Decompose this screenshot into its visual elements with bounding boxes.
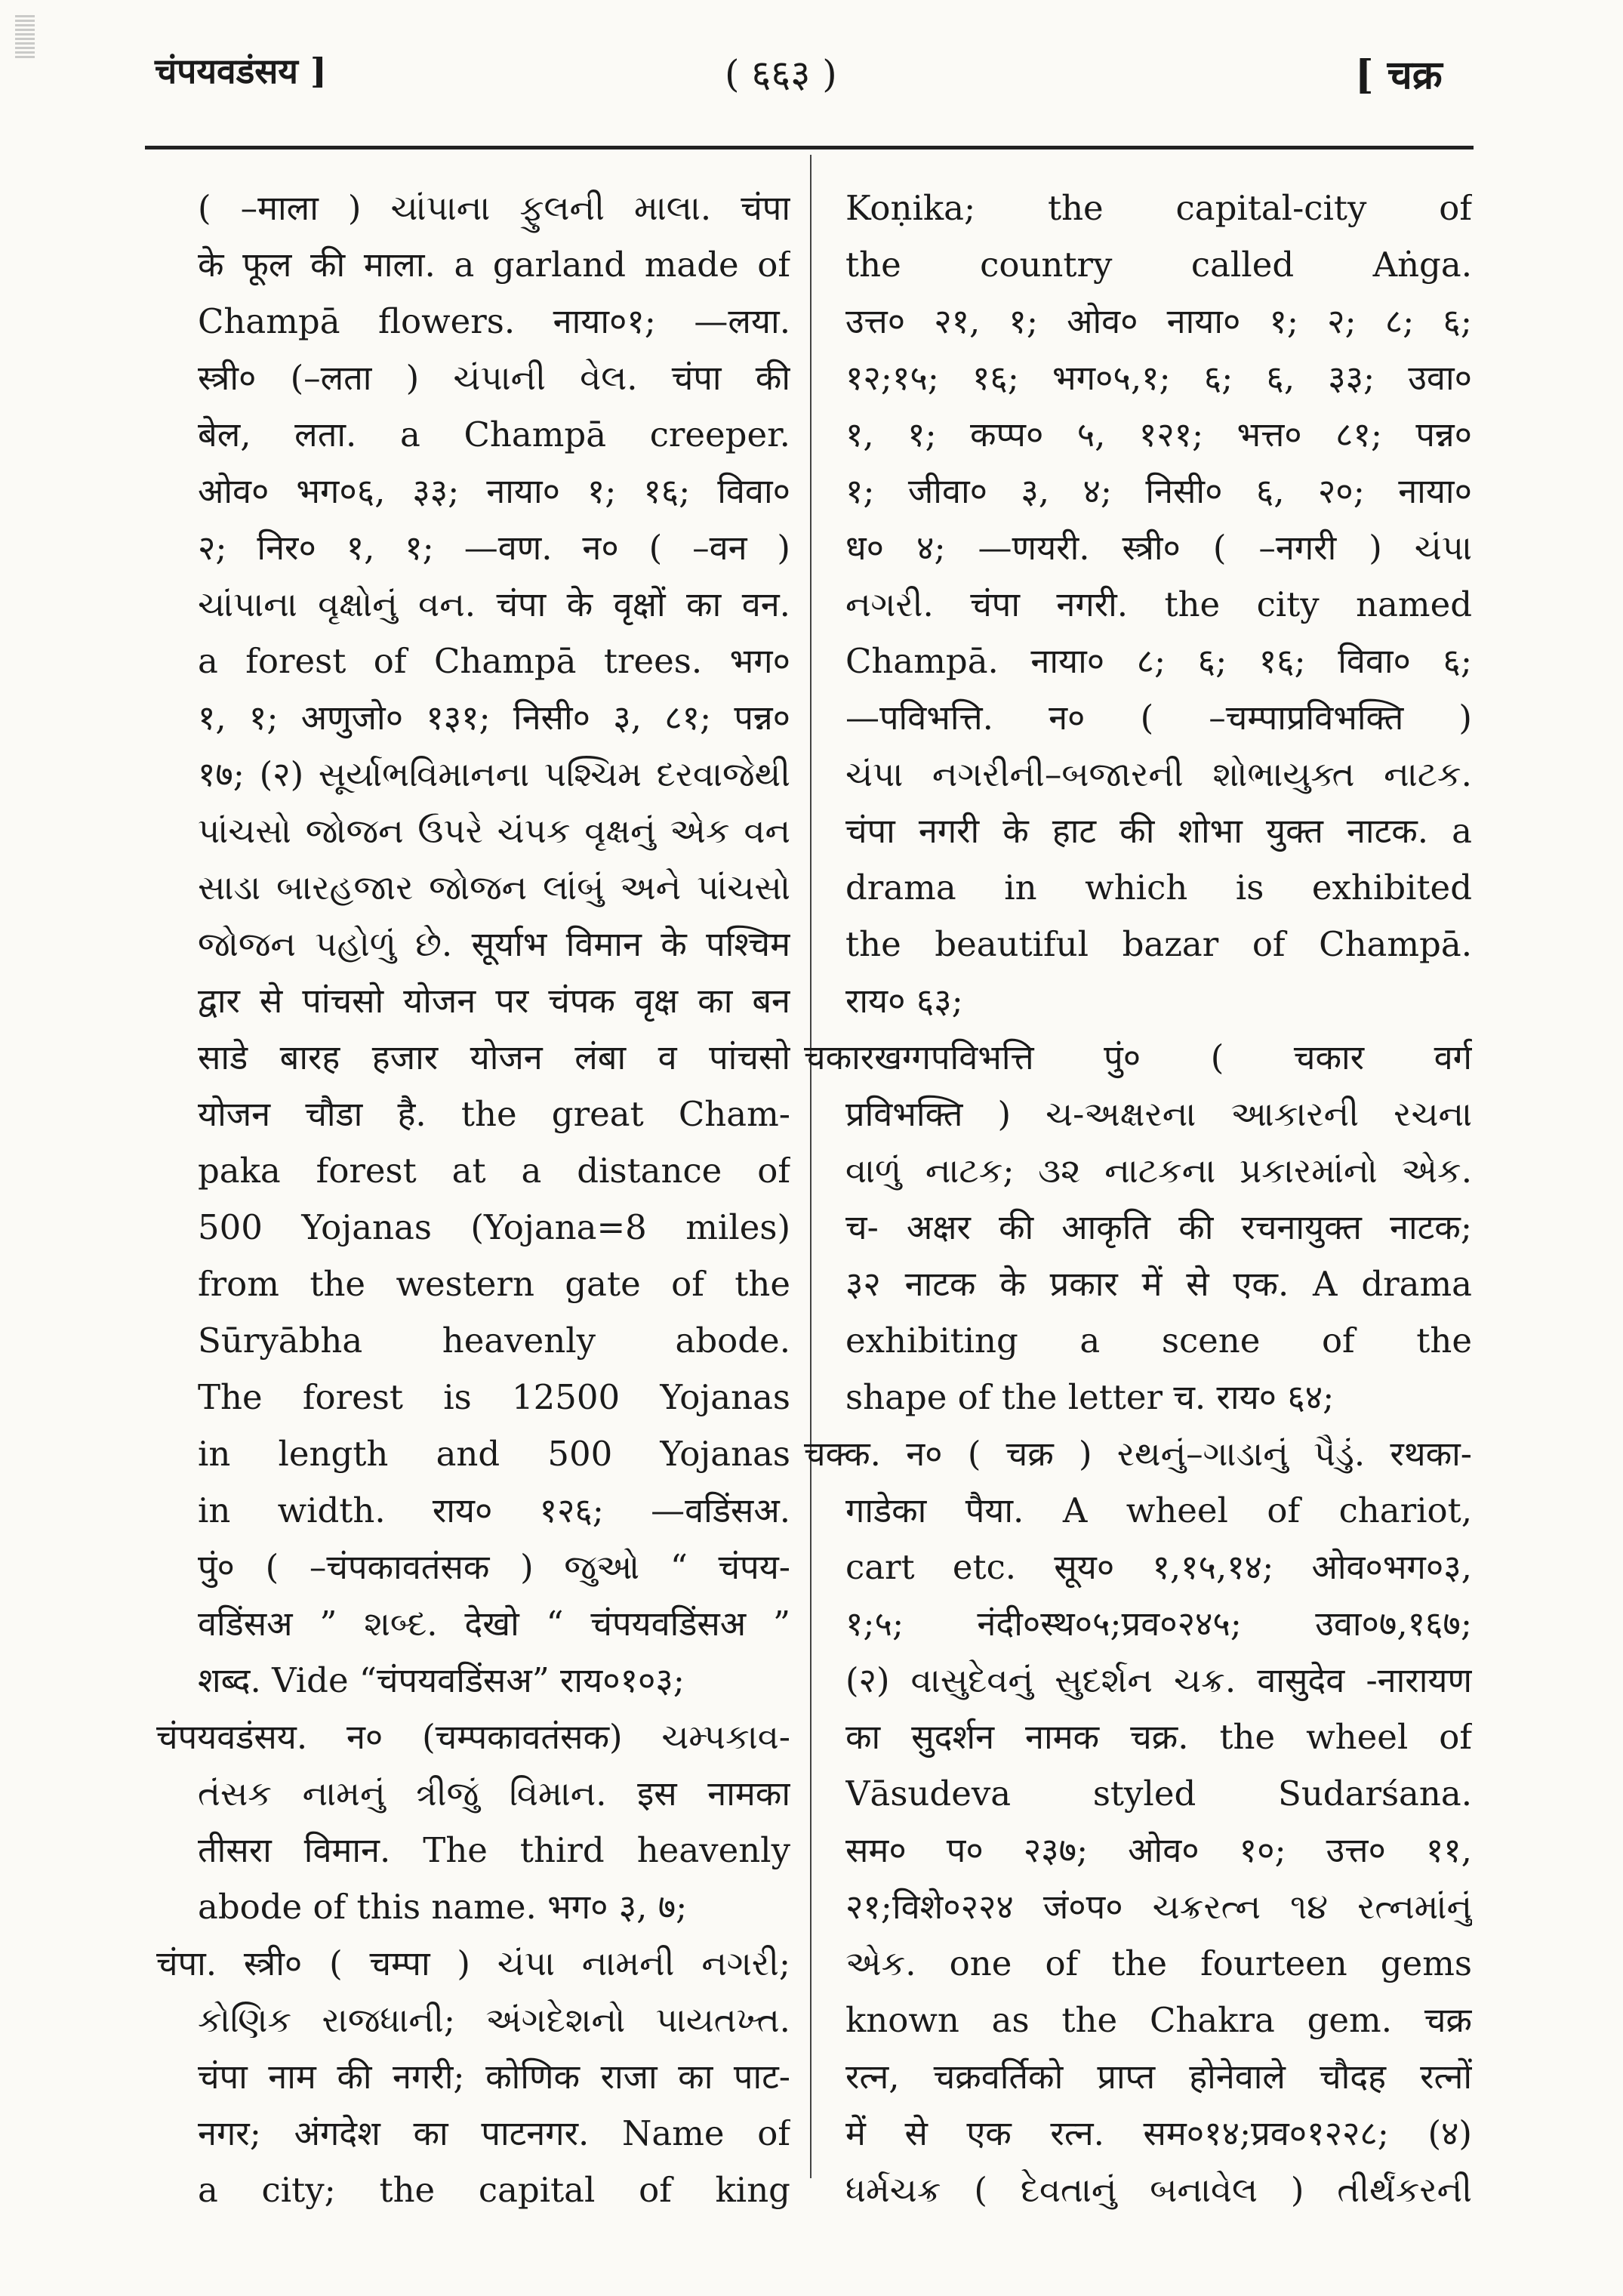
- text-line: प्रविभक्ति ) ચ-અક્ષરના આકારની રચના: [845, 1094, 1472, 1134]
- text-line: in width. राय० १२६; —वडिंसअ.: [198, 1490, 790, 1530]
- text-line: 500 Yojanas (Yojana=8 miles): [198, 1207, 790, 1247]
- text-line: १;५; नंदी०स्थ०५;प्रव०२४५; उवा०७,१६७;: [845, 1604, 1472, 1644]
- text-line: cart etc. सूय० १,१५,१४; ओव०भग०३,: [845, 1547, 1472, 1587]
- text-line: १७; (२) સૂર્યાભવિમાનના પશ્ચિમ દરવાજેથી: [198, 754, 790, 794]
- text-line: का सुदर्शन नामक चक्र. the wheel of: [845, 1717, 1472, 1757]
- text-line: वडिंसअ ” શબ્દ. देखो “ चंपयवडिंसअ ”: [198, 1604, 790, 1644]
- text-line: જોજન પહોળું છે. सूर्याभ विमान के पश्चिम: [198, 924, 790, 964]
- text-line: चंपा नाम की नगरी; कोणिक राजा का पाट-: [198, 2057, 790, 2097]
- text-line: Champā flowers. नाया०१; —लया.: [198, 301, 790, 341]
- text-line: —पविभत्ति. न० ( –चम्पाप्रविभक्ति ): [845, 698, 1472, 738]
- text-line: २१;विशे०२२४ जं०प० ચક્રરત્ન ૧૪ રત્નમાંનું: [845, 1887, 1472, 1927]
- header-right-keyword: [ चक्र: [1355, 52, 1443, 98]
- text-line: रत्न, चक्रवर्तिको प्राप्त होनेवाले चौदह रत्नों: [845, 2057, 1472, 2097]
- text-line: शब्द. Vide “चंपयवडिंसअ” राय०१०३;: [198, 1660, 685, 1700]
- page-number: ( ६६३ ): [725, 52, 837, 96]
- text-line: કોણિક રાજધાની; અંગદેશનો પાયતખ્ત.: [198, 2000, 790, 2040]
- text-line: ३२ नाटक के प्रकार में से एक. A drama: [845, 1264, 1472, 1304]
- text-line: paka forest at a distance of: [198, 1151, 790, 1191]
- text-line: in length and 500 Yojanas: [198, 1434, 790, 1474]
- text-line: नगर; अंगदेश का पाटनगर. Name of: [198, 2113, 790, 2153]
- text-line: के फूल की माला. a garland made of: [198, 245, 790, 285]
- text-line: (२) વાસુદેવનું સુદર્શન ચક્ર. वासुदेव -नारायण: [845, 1660, 1472, 1700]
- text-line: राय० ६३;: [845, 981, 963, 1021]
- text-line: चंपा. स्त्री० ( चम्पा ) ચંપા નામની નગરી;: [156, 1943, 790, 1983]
- text-line: चंपा नगरी के हाट की शोभा युक्त नाटक. a: [845, 811, 1472, 851]
- right-column: [804, 180, 1472, 2218]
- text-line: स्त्री० (–लता ) ચંપાની વેલ. चंपा की: [198, 358, 790, 398]
- text-line: ध० ४; —णयरी. स्त्री० ( –नगरी ) ચંપા: [845, 528, 1472, 568]
- text-line: उत्त० २१, १; ओव० नाया० १; २; ८; ६;: [845, 301, 1472, 341]
- text-line: સાડા બારહજાર જોજન લાંબું અને પાંચસો: [198, 868, 790, 908]
- column-divider: [810, 155, 812, 2178]
- text-line: योजन चौडा है. the great Cham-: [198, 1094, 790, 1134]
- left-column: [156, 180, 790, 2218]
- text-line: चकारखग्गपविभत्ति पुं० ( चकार वर्ग: [804, 1037, 1472, 1077]
- text-line: Champā. नाया० ८; ६; १६; विवा० ६;: [845, 641, 1472, 681]
- text-line: Vāsudeva styled Sudarśana.: [845, 1774, 1472, 1814]
- text-line: તંસક નામનું ત્રીજું વિમાન. इस नामका: [198, 1774, 790, 1814]
- text-line: ओव० भग०६, ३३; नाया० १; १६; विवा०: [198, 471, 790, 511]
- text-line: drama in which is exhibited: [845, 868, 1472, 908]
- text-line: નગરી. चंपा नगरी. the city named: [845, 584, 1472, 624]
- text-line: exhibiting a scene of the: [845, 1321, 1472, 1361]
- text-line: ધર્મચક્ર ( દેવતાનું બનાવેલ ) તીર્થંકરની: [845, 2170, 1472, 2210]
- text-line: पुं० ( –चंपकावतंसक ) જુઓ “ चंपय-: [198, 1547, 790, 1587]
- text-line: shape of the letter च. राय० ६४;: [845, 1377, 1335, 1417]
- text-line: a city; the capital of king: [198, 2170, 790, 2210]
- text-line: चंपयवडंसय. न० (चम्पकावतंसक) ચમ્પકાવ-: [156, 1717, 790, 1757]
- text-line: द्वार से पांचसो योजन पर चंपक वृक्ष का बन: [198, 981, 790, 1021]
- header-left-keyword: चंपयवडंसय ]: [155, 51, 327, 91]
- text-line: १, १; अणुजो० १३१; निसी० ३, ८१; पन्न०: [198, 698, 790, 738]
- text-line: ( –माला ) ચાંપાના ફુલની માલા. चंपा: [198, 188, 790, 228]
- scan-artifact: [15, 15, 35, 60]
- text-line: પાંચસો જોજન ઉપરે ચંપક વૃક્ષનું એક વન: [198, 811, 790, 851]
- text-line: ચંપા નગરીની–બજારની શોભાયુક્ત નાટક.: [845, 754, 1472, 794]
- text-line: The forest is 12500 Yojanas: [198, 1377, 790, 1417]
- text-line: a forest of Champā trees. भग०: [198, 641, 790, 681]
- text-line: १, १; कप्प० ५, १२१; भत्त० ८१; पन्न०: [845, 415, 1472, 455]
- text-line: साडे बारह हजार योजन लंबा व पांचसो: [198, 1037, 790, 1077]
- text-line: तीसरा विमान. The third heavenly: [198, 1830, 790, 1870]
- text-line: १; जीवा० ३, ४; निसी० ६, २०; नाया०: [845, 471, 1472, 511]
- text-line: २; निर० १, १; —वण. न० ( –वन ): [198, 528, 790, 568]
- text-line: એક. one of the fourteen gems: [845, 1943, 1472, 1983]
- text-line: from the western gate of the: [198, 1264, 790, 1304]
- text-line: Sūryābha heavenly abode.: [198, 1321, 790, 1361]
- header-rule: [145, 146, 1474, 149]
- text-line: known as the Chakra gem. चक्र: [845, 2000, 1472, 2040]
- text-line: Koṇika; the capital-city of: [845, 188, 1472, 228]
- text-line: चक्क. न० ( चक्र ) રથનું–ગાડાનું પૈડું. रथका-: [804, 1434, 1472, 1474]
- text-line: the beautiful bazar of Champā.: [845, 924, 1472, 964]
- text-line: ચાંપાના વૃક્ષોનું વન. चंपा के वृक्षों का वन.: [198, 584, 790, 624]
- text-line: गाडेका पैया. A wheel of chariot,: [845, 1490, 1472, 1530]
- text-line: the country called Aṅga.: [845, 245, 1472, 285]
- text-line: बेल, लता. a Champā creeper.: [198, 415, 790, 455]
- text-line: सम० प० २३७; ओव० १०; उत्त० ११,: [845, 1830, 1472, 1870]
- text-line: abode of this name. भग० ३, ७;: [198, 1887, 688, 1927]
- text-line: च- अक्षर की आकृति की रचनायुक्त नाटक;: [845, 1207, 1472, 1247]
- text-line: १२;१५; १६; भग०५,१; ६; ६, ३३; उवा०: [845, 358, 1472, 398]
- text-line: વાળું નાટક; ૩૨ નાટકના પ્રકારમાંનો એક.: [845, 1151, 1472, 1191]
- text-line: में से एक रत्न. सम०१४;प्रव०१२२८; (४): [845, 2113, 1472, 2153]
